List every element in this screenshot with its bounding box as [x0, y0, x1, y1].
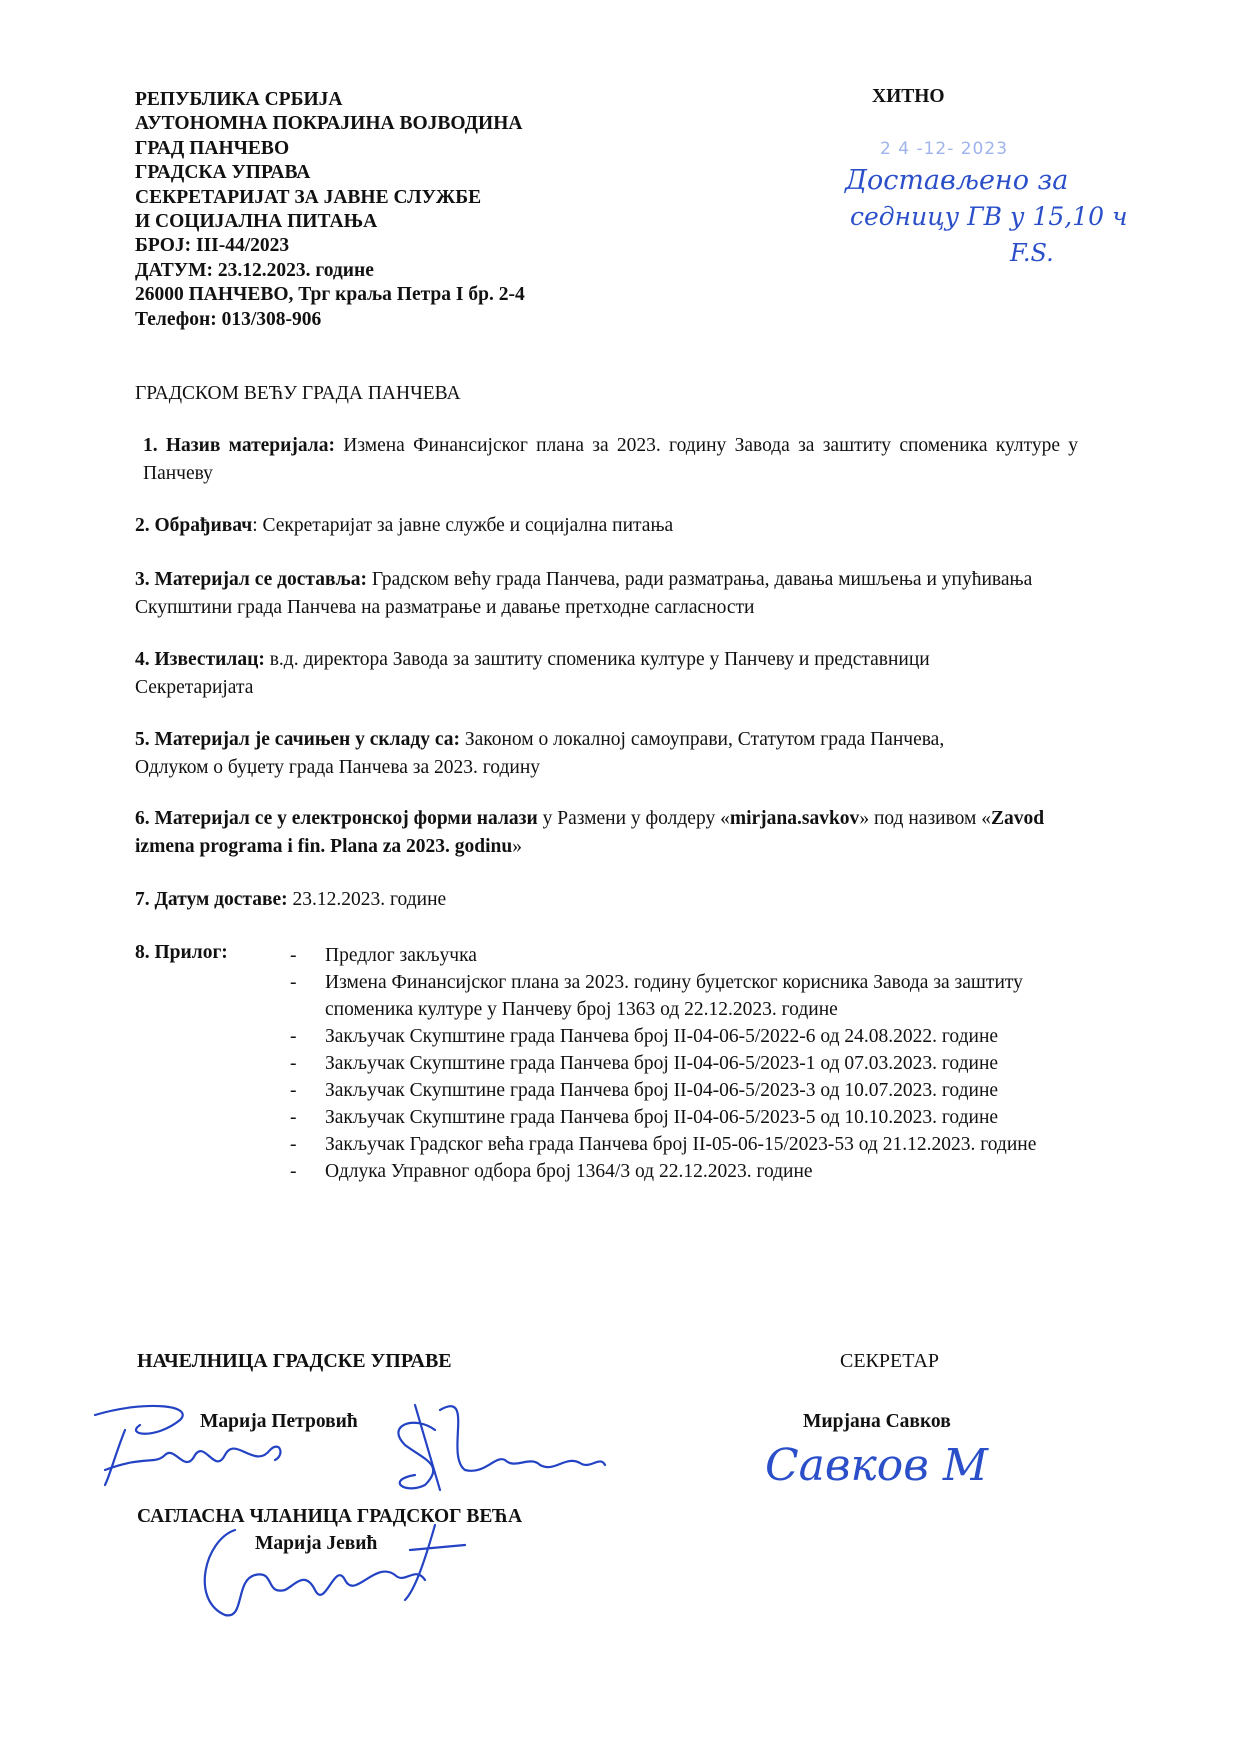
phone: Телефон: 013/308-906 [135, 308, 322, 330]
file-name: Zavod izmena programa i fin. Plana za 2023. godinu [135, 808, 1045, 857]
header-line: И СОЦИЈАЛНА ПИТАЊА [135, 210, 378, 232]
council-member-name: Марија Јевић [255, 1533, 378, 1554]
attachment-item: - Закључак Скупштине града Панчева број II-04-06-5/2023-3 од 10.07.2023. године [290, 1077, 1070, 1104]
item-text: 23.12.2023. године [287, 889, 447, 910]
attachment-item: - Предлог закључка [290, 942, 1070, 969]
item-label: 4. Известилац: [135, 649, 265, 670]
item-text: » под називом « [859, 808, 992, 829]
handwritten-initials: F.S. [1010, 239, 1054, 267]
item-label: 2. Обрађивач [135, 515, 253, 536]
handwritten-note-line: седницу ГВ у 15,10 ч [850, 202, 1128, 231]
secretary-signature: Савков М [765, 1440, 988, 1491]
stamp-date: 2 4 -12- 2023 [880, 139, 1009, 159]
item-reporter [135, 646, 985, 702]
handwritten-note-line: Достављено за [845, 165, 1069, 196]
item-legal-basis [135, 726, 1015, 782]
attachment-item: - Измена Финансијског плана за 2023. годину буџетског корисника Завода за заштиту споменика културе у Панчеву број 1363 од 22.12.2023. године [290, 969, 1070, 1023]
head-of-administration-name: Марија Петровић [200, 1411, 358, 1432]
item-text: в.д. директора Завода за заштиту споменика културе у Панчеву и представници Секретаријата [135, 649, 930, 698]
attachments-list [290, 942, 1070, 1185]
item-label: 7. Датум доставе: [135, 889, 288, 910]
folder-name: mirjana.savkov [729, 808, 860, 829]
address: 26000 ПАНЧЕВО, Трг краља Петра I бр. 2-4 [135, 284, 525, 306]
attachments-label: 8. Прилог: [135, 942, 228, 963]
attachment-item: - Закључак Скупштине града Панчева број II-04-06-5/2023-1 од 07.03.2023. године [290, 1050, 1070, 1077]
header-line: ГРАДСКА УПРАВА [135, 162, 311, 184]
council-signature-mark [195, 1520, 475, 1630]
item-processor [135, 512, 1095, 540]
item-label: 1. Назив материјала: [143, 435, 335, 456]
item-text: Градском већу града Панчева, ради разматрања, давања мишљења и упућивања Скупштини града Панчева на разматрање и давање претходне сагласности [135, 569, 1033, 618]
header-line: АУТОНОМНА ПОКРАЈИНА ВОЈВОДИНА [135, 113, 523, 135]
header-line: РЕПУБЛИКА СРБИЈА [135, 89, 343, 110]
header-line: СЕКРЕТАРИЈАТ ЗА ЈАВНЕ СЛУЖБЕ [135, 186, 482, 208]
item-electronic-form [135, 805, 1095, 861]
head-signature-mark [85, 1395, 625, 1495]
sender-header [135, 88, 525, 332]
item-label: 5. Материјал је сачињен у складу са: [135, 729, 460, 750]
item-delivered-to [135, 566, 1095, 622]
item-text: Законом о локалној самоуправи, Статутом града Панчева, Одлуком о буџету града Панчева за 2023. годину [135, 729, 945, 778]
addressee: ГРАДСКОМ ВЕЋУ ГРАДА ПАНЧЕВА [135, 383, 461, 404]
item-text: : Секретаријат за јавне службе и социјална питања [252, 515, 674, 536]
item-text: Измена Финансијског плана за 2023. годину Завода за заштиту споменика културе у Панчеву [143, 435, 1079, 484]
item-text: » [512, 836, 522, 857]
header-line: ГРАД ПАНЧЕВО [135, 137, 290, 159]
document-number: БРОЈ: III-44/2023 [135, 235, 290, 257]
item-label: 6. Материјал се у електронској форми налази [135, 808, 538, 829]
item-text: у Размени у фолдеру « [537, 808, 730, 829]
attachment-item: - Закључак Скупштине града Панчева број II-04-06-5/2022-6 од 24.08.2022. године [290, 1023, 1070, 1050]
secretary-title: СЕКРЕТАР [840, 1350, 940, 1372]
secretary-name: Мирјана Савков [803, 1411, 951, 1432]
item-material-name [143, 432, 1078, 488]
attachment-item: - Закључак Скупштине града Панчева број II-04-06-5/2023-5 од 10.10.2023. године [290, 1104, 1070, 1131]
item-delivery-date [135, 886, 1095, 914]
council-member-title: САГЛАСНА ЧЛАНИЦА ГРАДСКОГ ВЕЋА [137, 1506, 523, 1527]
document-date: ДАТУМ: 23.12.2023. године [135, 259, 374, 281]
urgent-label: ХИТНО [872, 86, 945, 107]
head-of-administration-title: НАЧЕЛНИЦА ГРАДСКЕ УПРАВЕ [137, 1350, 452, 1372]
item-label: 3. Материјал се доставља: [135, 569, 367, 590]
attachment-item: - Одлука Управног одбора број 1364/3 од 22.12.2023. године [290, 1158, 1070, 1185]
attachment-item: - Закључак Градског већа града Панчева број II-05-06-15/2023-53 од 21.12.2023. године [290, 1131, 1070, 1158]
